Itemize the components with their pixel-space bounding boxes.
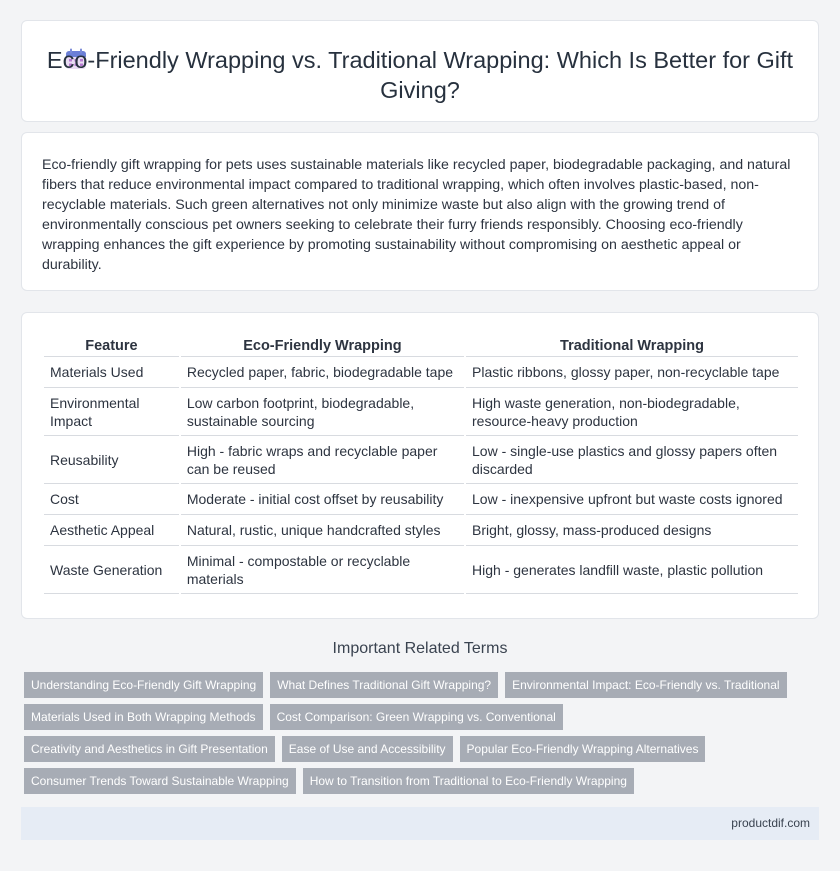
feature-cell: Waste Generation [44, 546, 179, 594]
related-terms-list [24, 672, 814, 800]
related-term-link[interactable]: Understanding Eco-Friendly Gift Wrapping [24, 672, 263, 698]
related-term-link[interactable]: Cost Comparison: Green Wrapping vs. Conventional [270, 704, 563, 730]
table-row [44, 436, 798, 484]
related-term-link[interactable]: What Defines Traditional Gift Wrapping? [270, 672, 498, 698]
header-traditional: Traditional Wrapping [466, 335, 798, 357]
footer [21, 807, 819, 840]
related-term-link[interactable]: Popular Eco-Friendly Wrapping Alternatives [460, 736, 706, 762]
tag-row [24, 704, 814, 730]
table-row [44, 357, 798, 388]
related-term-link[interactable]: Creativity and Aesthetics in Gift Presentation [24, 736, 275, 762]
page-title: Eco-Friendly Wrapping vs. Traditional Wrapping: Which Is Better for Gift Giving? [46, 47, 794, 103]
table-row [44, 484, 798, 515]
eco-cell: Low carbon footprint, biodegradable, sustainable sourcing [181, 388, 464, 436]
related-term-link[interactable]: Environmental Impact: Eco-Friendly vs. Traditional [505, 672, 786, 698]
header-eco-friendly: Eco-Friendly Wrapping [181, 335, 464, 357]
eco-cell: Moderate - initial cost offset by reusability [181, 484, 464, 515]
related-term-link[interactable]: Materials Used in Both Wrapping Methods [24, 704, 263, 730]
table-row [44, 515, 798, 546]
traditional-cell: High - generates landfill waste, plastic pollution [466, 546, 798, 594]
traditional-cell: Plastic ribbons, glossy paper, non-recyclable tape [466, 357, 798, 388]
tag-row [24, 672, 814, 698]
tag-row [24, 768, 814, 794]
eco-cell: Natural, rustic, unique handcrafted styles [181, 515, 464, 546]
traditional-cell: Bright, glossy, mass-produced designs [466, 515, 798, 546]
header-card [21, 20, 819, 122]
header-feature: Feature [44, 335, 179, 357]
comparison-table [42, 335, 800, 594]
related-term-link[interactable]: Consumer Trends Toward Sustainable Wrapping [24, 768, 296, 794]
eco-cell: High - fabric wraps and recyclable paper can be reused [181, 436, 464, 484]
feature-cell: Reusability [44, 436, 179, 484]
intro-card [21, 132, 819, 291]
related-term-link[interactable]: How to Transition from Traditional to Eco-Friendly Wrapping [303, 768, 634, 794]
table-row [44, 546, 798, 594]
related-terms-title: Important Related Terms [332, 640, 508, 657]
eco-cell: Recycled paper, fabric, biodegradable tape [181, 357, 464, 388]
related-term-link[interactable]: Ease of Use and Accessibility [282, 736, 453, 762]
comparison-card [21, 312, 819, 619]
eco-cell: Minimal - compostable or recyclable materials [181, 546, 464, 594]
table-row [44, 388, 798, 436]
feature-cell: Aesthetic Appeal [44, 515, 179, 546]
feature-cell: Cost [44, 484, 179, 515]
table-header-row [44, 335, 798, 357]
feature-cell: Materials Used [44, 357, 179, 388]
site-name: productdif.com [731, 816, 810, 830]
feature-cell: Environmental Impact [44, 388, 179, 436]
intro-paragraph: Eco-friendly gift wrapping for pets uses sustainable materials like recycled paper, biodegradable packaging, and natural fibers that reduce environmental impact compared to traditional wrapping, which often involves plastic-based, non-recyclable materials. Such green alternatives not only minimize waste but also align with the growing trend of environmentally conscious pet owners seeking to celebrate their furry friends responsibly. Choosing eco-friendly wrapping enhances the gift experience by promoting sustainability without compromising on aesthetic appeal or durability. [42, 157, 791, 273]
traditional-cell: High waste generation, non-biodegradable, resource-heavy production [466, 388, 798, 436]
traditional-cell: Low - inexpensive upfront but waste costs ignored [466, 484, 798, 515]
tag-row [24, 736, 814, 762]
traditional-cell: Low - single-use plastics and glossy papers often discarded [466, 436, 798, 484]
